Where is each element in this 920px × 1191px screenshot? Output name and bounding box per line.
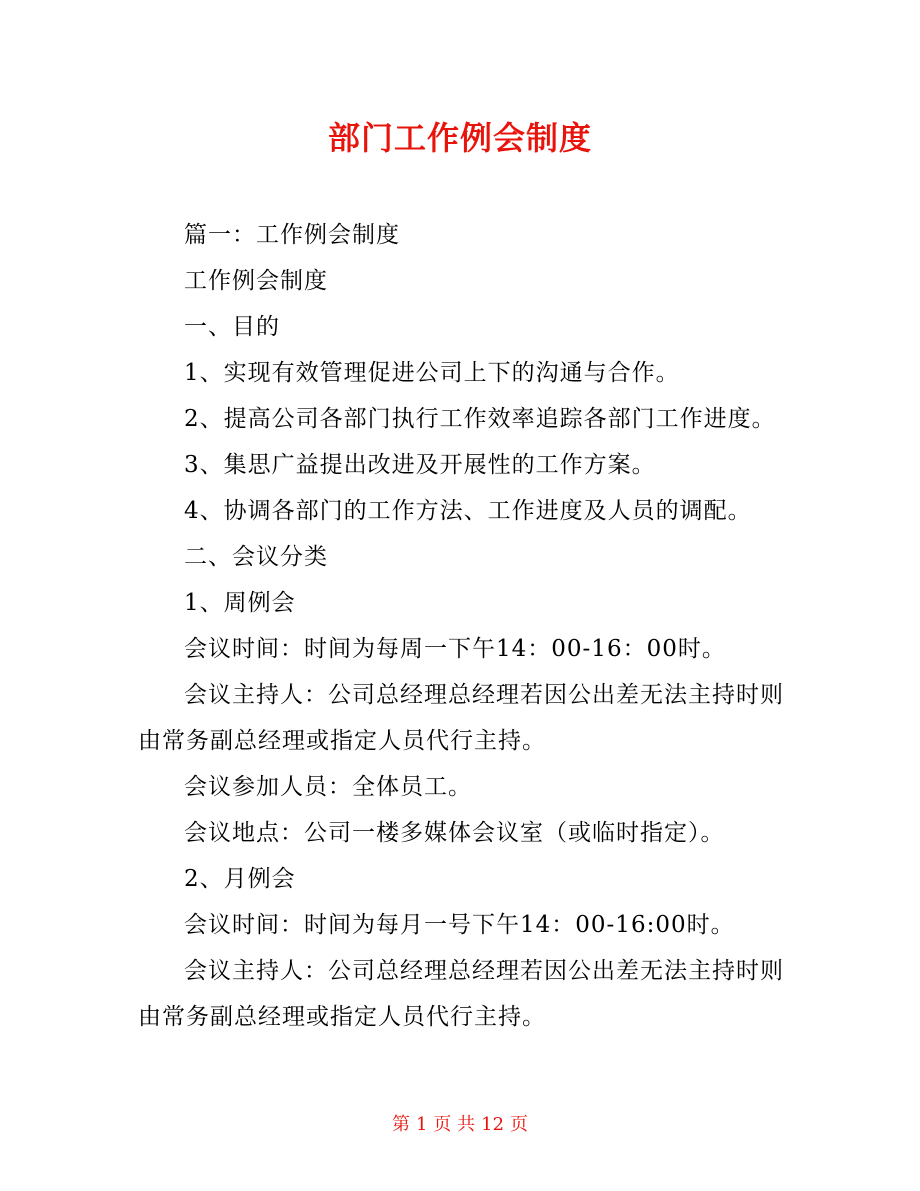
- paragraph: 篇一：工作例会制度: [184, 222, 400, 248]
- paragraph: 3、集思广益提出改进及开展性的工作方案。: [184, 452, 656, 478]
- footer-current-page: 1: [415, 1114, 428, 1135]
- paragraph: 工作例会制度: [184, 268, 328, 294]
- paragraph: 会议参加人员：全体员工。: [184, 774, 472, 800]
- paragraph: 会议地点：公司一楼多媒体会议室（或临时指定）。: [184, 820, 725, 846]
- footer-total-pages: 12: [481, 1114, 505, 1135]
- page-footer: [0, 1112, 920, 1138]
- footer-label-page: 第: [391, 1114, 410, 1135]
- paragraph: 会议主持人：公司总经理总经理若因公出差无法主持时则由常务副总经理或指定人员代行主持。: [138, 958, 784, 1030]
- paragraph: 2、月例会: [184, 866, 296, 892]
- footer-label-of: 页 共: [433, 1114, 476, 1135]
- paragraph: 2、提高公司各部门执行工作效率追踪各部门工作进度。: [184, 406, 776, 432]
- document-body: [138, 212, 788, 1040]
- paragraph: 会议主持人：公司总经理总经理若因公出差无法主持时则由常务副总经理或指定人员代行主持。: [138, 682, 784, 754]
- paragraph: 二、会议分类: [184, 544, 328, 570]
- paragraph: 1、实现有效管理促进公司上下的沟通与合作。: [184, 360, 680, 386]
- paragraph: 会议时间：时间为每周一下午14：00-16：00时。: [184, 636, 726, 662]
- paragraph: 4、协调各部门的工作方法、工作进度及人员的调配。: [184, 498, 752, 524]
- paragraph: 会议时间：时间为每月一号下午14：00-16:00时。: [184, 912, 735, 938]
- paragraph: 一、目的: [184, 314, 280, 340]
- paragraph: 1、周例会: [184, 590, 296, 616]
- document-title: 部门工作例会制度: [327, 119, 592, 157]
- footer-label-end: 页: [510, 1114, 529, 1135]
